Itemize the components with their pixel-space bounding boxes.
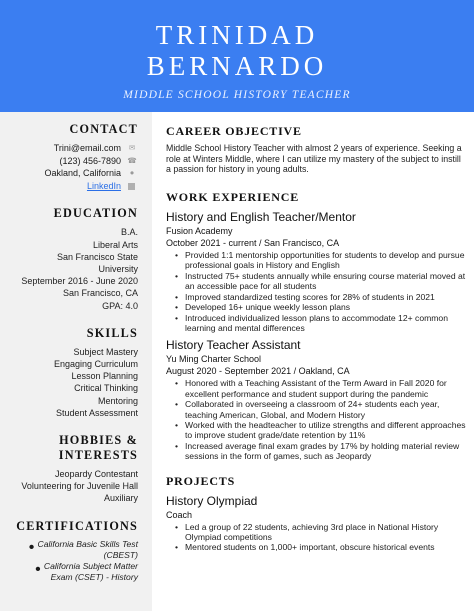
job-bullet: • Honored with a Teaching Assistant of the Term Award in Fall 2020 for excellent performance and student support during the pandemic xyxy=(166,378,466,398)
email-icon: ✉ xyxy=(128,143,136,152)
job-bullet: • Increased average final exam grades by 17% by holding material review sessions in the form of games, such as Jeopardy xyxy=(166,441,466,461)
education-heading: EDUCATION xyxy=(53,206,138,221)
last-name: BERNARDO xyxy=(146,51,328,81)
education-line: San Francisco State xyxy=(56,251,138,262)
bullet-icon: • xyxy=(35,560,41,578)
job-title: History and English Teacher/Mentor xyxy=(166,209,356,224)
job-bullet: • Worked with the headteacher to utilize strengths and different approaches to improve student grade/date retention by 11% xyxy=(166,420,466,440)
objective-text: Middle School History Teacher with almost 2 years of experience. Seeking a role at Winters Middle, where I can utilize my mastery of the subject to instill a passion for history in young adults. xyxy=(166,143,462,175)
job-bullet: • Developed 16+ unique weekly lesson plans xyxy=(166,302,466,312)
project-title: History Olympiad xyxy=(166,493,258,508)
skill-item: Student Assessment xyxy=(55,407,138,418)
job-title: History Teacher Assistant xyxy=(166,338,301,353)
main-content xyxy=(166,112,466,611)
interests-heading: INTERESTS xyxy=(58,448,138,463)
job-bullet: • Introduced individualized lesson plans to accommodate 12+ common learning and mental differences xyxy=(166,313,466,333)
location-text: Oakland, California xyxy=(44,168,121,179)
job-organization: Yu Ming Charter School xyxy=(166,354,262,365)
job-bullets xyxy=(166,250,466,334)
resume-header xyxy=(0,0,474,112)
objective-section xyxy=(166,124,466,175)
contact-heading: CONTACT xyxy=(69,122,138,136)
education-line: University xyxy=(98,263,138,274)
skill-item: Critical Thinking xyxy=(74,383,138,394)
phone-icon: ☎ xyxy=(127,155,137,165)
job-organization: Fusion Academy xyxy=(166,225,233,236)
skill-item: Mentoring xyxy=(97,395,138,406)
job-entry xyxy=(166,210,466,334)
job-bullet: • Collaborated in overseeing a classroom of 24+ students each year, teaching American, Global, and Modern History xyxy=(166,399,466,419)
projects-section xyxy=(166,474,466,553)
skill-item: Subject Mastery xyxy=(73,346,138,357)
hobby-item: Volunteering for Juvenile Hall xyxy=(21,481,138,492)
skills-section xyxy=(8,326,138,419)
skill-item: Lesson Planning xyxy=(71,371,138,382)
hobbies-section xyxy=(8,433,138,505)
job-bullet: • Provided 1:1 mentorship opportunities for students to develop and pursue professional goals in History and English xyxy=(166,250,466,270)
hobbies-heading: HOBBIES & xyxy=(59,433,138,448)
certification-line: Exam (CSET) - History xyxy=(50,571,138,582)
project-bullet: • Led a group of 22 students, achieving 3rd place in National History Olympiad competitions xyxy=(166,522,466,542)
certifications-section xyxy=(8,519,138,583)
experience-section xyxy=(166,190,466,462)
projects-heading: PROJECTS xyxy=(166,473,236,488)
email-text: Trini@email.com xyxy=(53,143,121,153)
objective-heading: CAREER OBJECTIVE xyxy=(166,124,302,138)
location-pin-icon: ● xyxy=(129,168,135,178)
certifications-heading: CERTIFICATIONS xyxy=(16,518,138,533)
contact-linkedin[interactable] xyxy=(8,180,138,193)
project-role: Coach xyxy=(166,509,193,520)
hobby-item: Auxiliary xyxy=(103,493,138,504)
project-entry xyxy=(166,494,466,553)
hobby-item: Jeopardy Contestant xyxy=(54,469,138,480)
job-dates-location: October 2021 - current / San Francisco, CA xyxy=(166,237,340,248)
certification-item xyxy=(8,561,138,583)
job-entry xyxy=(166,338,466,461)
contact-location xyxy=(8,167,138,180)
first-name: TRINIDAD xyxy=(155,20,319,50)
phone-text: (123) 456-7890 xyxy=(59,155,121,166)
bullet-icon: • xyxy=(28,538,35,556)
job-role: MIDDLE SCHOOL HISTORY TEACHER xyxy=(123,89,351,101)
job-bullet: • Instructed 75+ students annually while ensuring course material moved at an accessible pace for all students xyxy=(166,271,466,291)
skills-heading: SKILLS xyxy=(86,325,138,340)
job-bullets xyxy=(166,378,466,461)
contact-phone xyxy=(8,155,138,168)
certification-line: California Subject Matter xyxy=(43,560,138,571)
skill-item: Engaging Curriculum xyxy=(53,359,138,369)
project-bullets xyxy=(166,522,466,553)
certification-line: (CBEST) xyxy=(103,549,138,560)
sidebar xyxy=(0,112,152,611)
education-line: San Francisco, CA xyxy=(62,288,138,299)
contact-section xyxy=(8,122,138,192)
education-line: GPA: 4.0 xyxy=(102,300,138,311)
job-bullet: • Improved standardized testing scores for 28% of students in 2021 xyxy=(166,292,466,302)
experience-heading: WORK EXPERIENCE xyxy=(166,189,300,204)
education-line: September 2016 - June 2020 xyxy=(21,276,138,287)
certification-line: California Basic Skills Test xyxy=(37,538,138,549)
certification-item xyxy=(8,539,138,561)
linkedin-icon xyxy=(128,183,135,190)
education-line: Liberal Arts xyxy=(92,239,138,250)
education-section xyxy=(8,206,138,311)
linkedin-link[interactable]: LinkedIn xyxy=(86,180,121,191)
education-line: B.A. xyxy=(120,227,138,238)
contact-email xyxy=(8,142,138,155)
job-dates-location: August 2020 - September 2021 / Oakland, CA xyxy=(166,366,350,377)
project-bullet: • Mentored students on 1,000+ important, obscure historical events xyxy=(166,542,466,552)
